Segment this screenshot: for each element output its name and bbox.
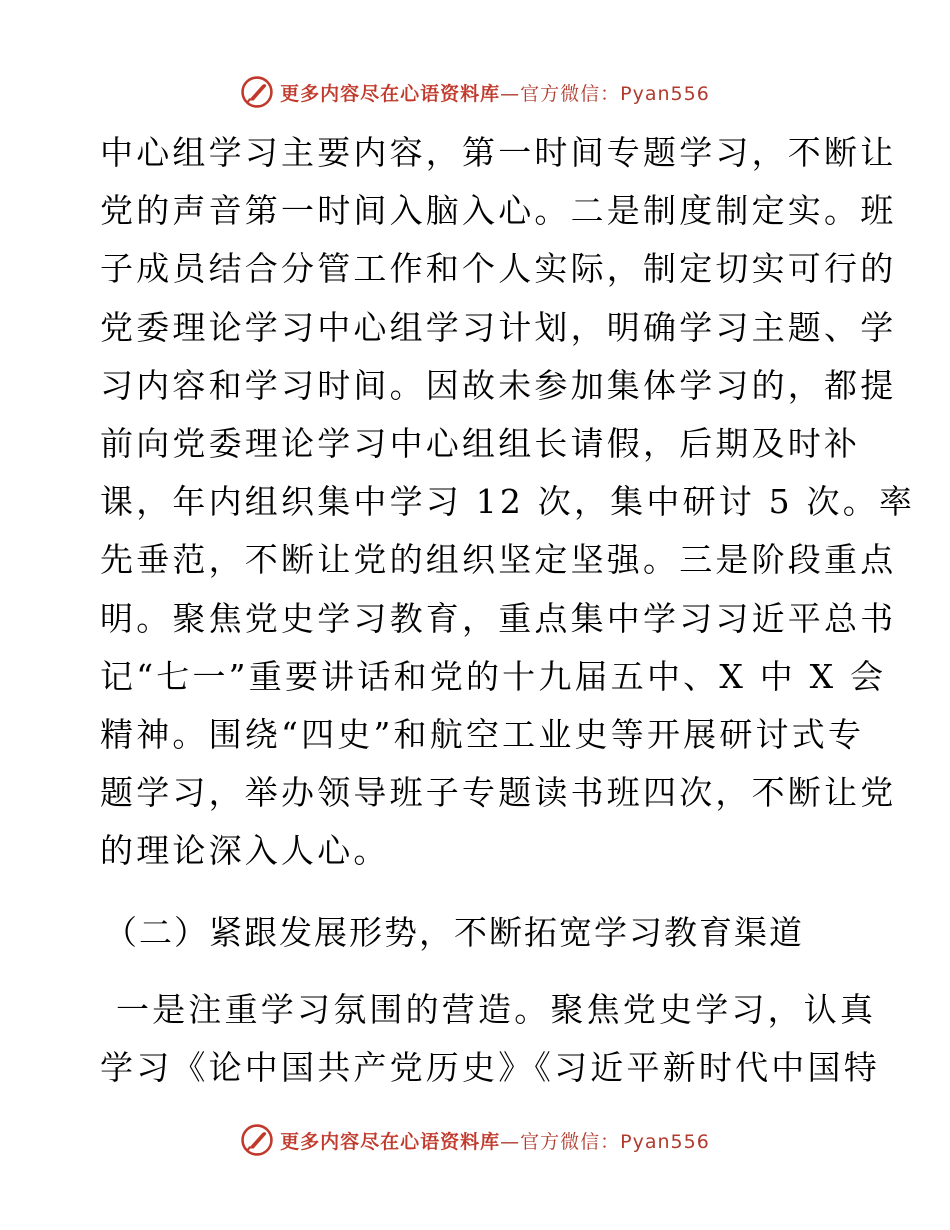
header-banner-text: 更多内容尽在心语资料库—官方微信：Pyan556 xyxy=(280,82,710,105)
body-line: 精神。围绕“四史”和航空工业史等开展研讨式专 xyxy=(100,714,865,754)
footer-banner xyxy=(0,1120,950,1160)
body-line: 先垂范，不断让党的组织坚定坚强。三是阶段重点 xyxy=(100,540,897,580)
header-banner xyxy=(0,72,950,112)
body-line: 中心组学习主要内容，第一时间专题学习，不断让 xyxy=(100,133,897,172)
body-line: 学习《论中国共产党历史》《习近平新时代中国特 xyxy=(100,1047,880,1087)
body-line: 题学习，举办领导班子专题读书班四次，不断让党 xyxy=(100,773,897,813)
document-body xyxy=(100,124,916,1097)
body-line: 党委理论学习中心组学习计划，明确学习主题、学 xyxy=(100,307,897,347)
quill-logo-icon xyxy=(240,75,274,109)
body-line: 习内容和学习时间。因故未参加集体学习的，都提 xyxy=(100,365,897,405)
footer-banner-text: 更多内容尽在心语资料库—官方微信：Pyan556 xyxy=(280,1130,710,1153)
body-line: 课，年内组织集中学习 12 次，集中研讨 5 次。率 xyxy=(100,482,916,522)
body-line: 党的声音第一时间入脑入心。二是制度制定实。班 xyxy=(100,191,897,231)
section-heading: （二）紧跟发展形势，不断拓宽学习教育渠道 xyxy=(104,913,804,953)
body-line: 记“七一”重要讲话和党的十九届五中、X 中 X 会 xyxy=(100,656,887,696)
body-line: 子成员结合分管工作和个人实际，制定切实可行的 xyxy=(100,249,897,289)
body-line: 前向党委理论学习中心组组长请假，后期及时补 xyxy=(100,423,861,463)
body-line: 一是注重学习氛围的营造。聚焦党史学习，认真 xyxy=(116,989,877,1029)
body-line: 明。聚焦党史学习教育，重点集中学习习近平总书 xyxy=(100,598,897,638)
quill-logo-icon xyxy=(240,1123,274,1157)
body-line: 的理论深入人心。 xyxy=(100,831,390,871)
